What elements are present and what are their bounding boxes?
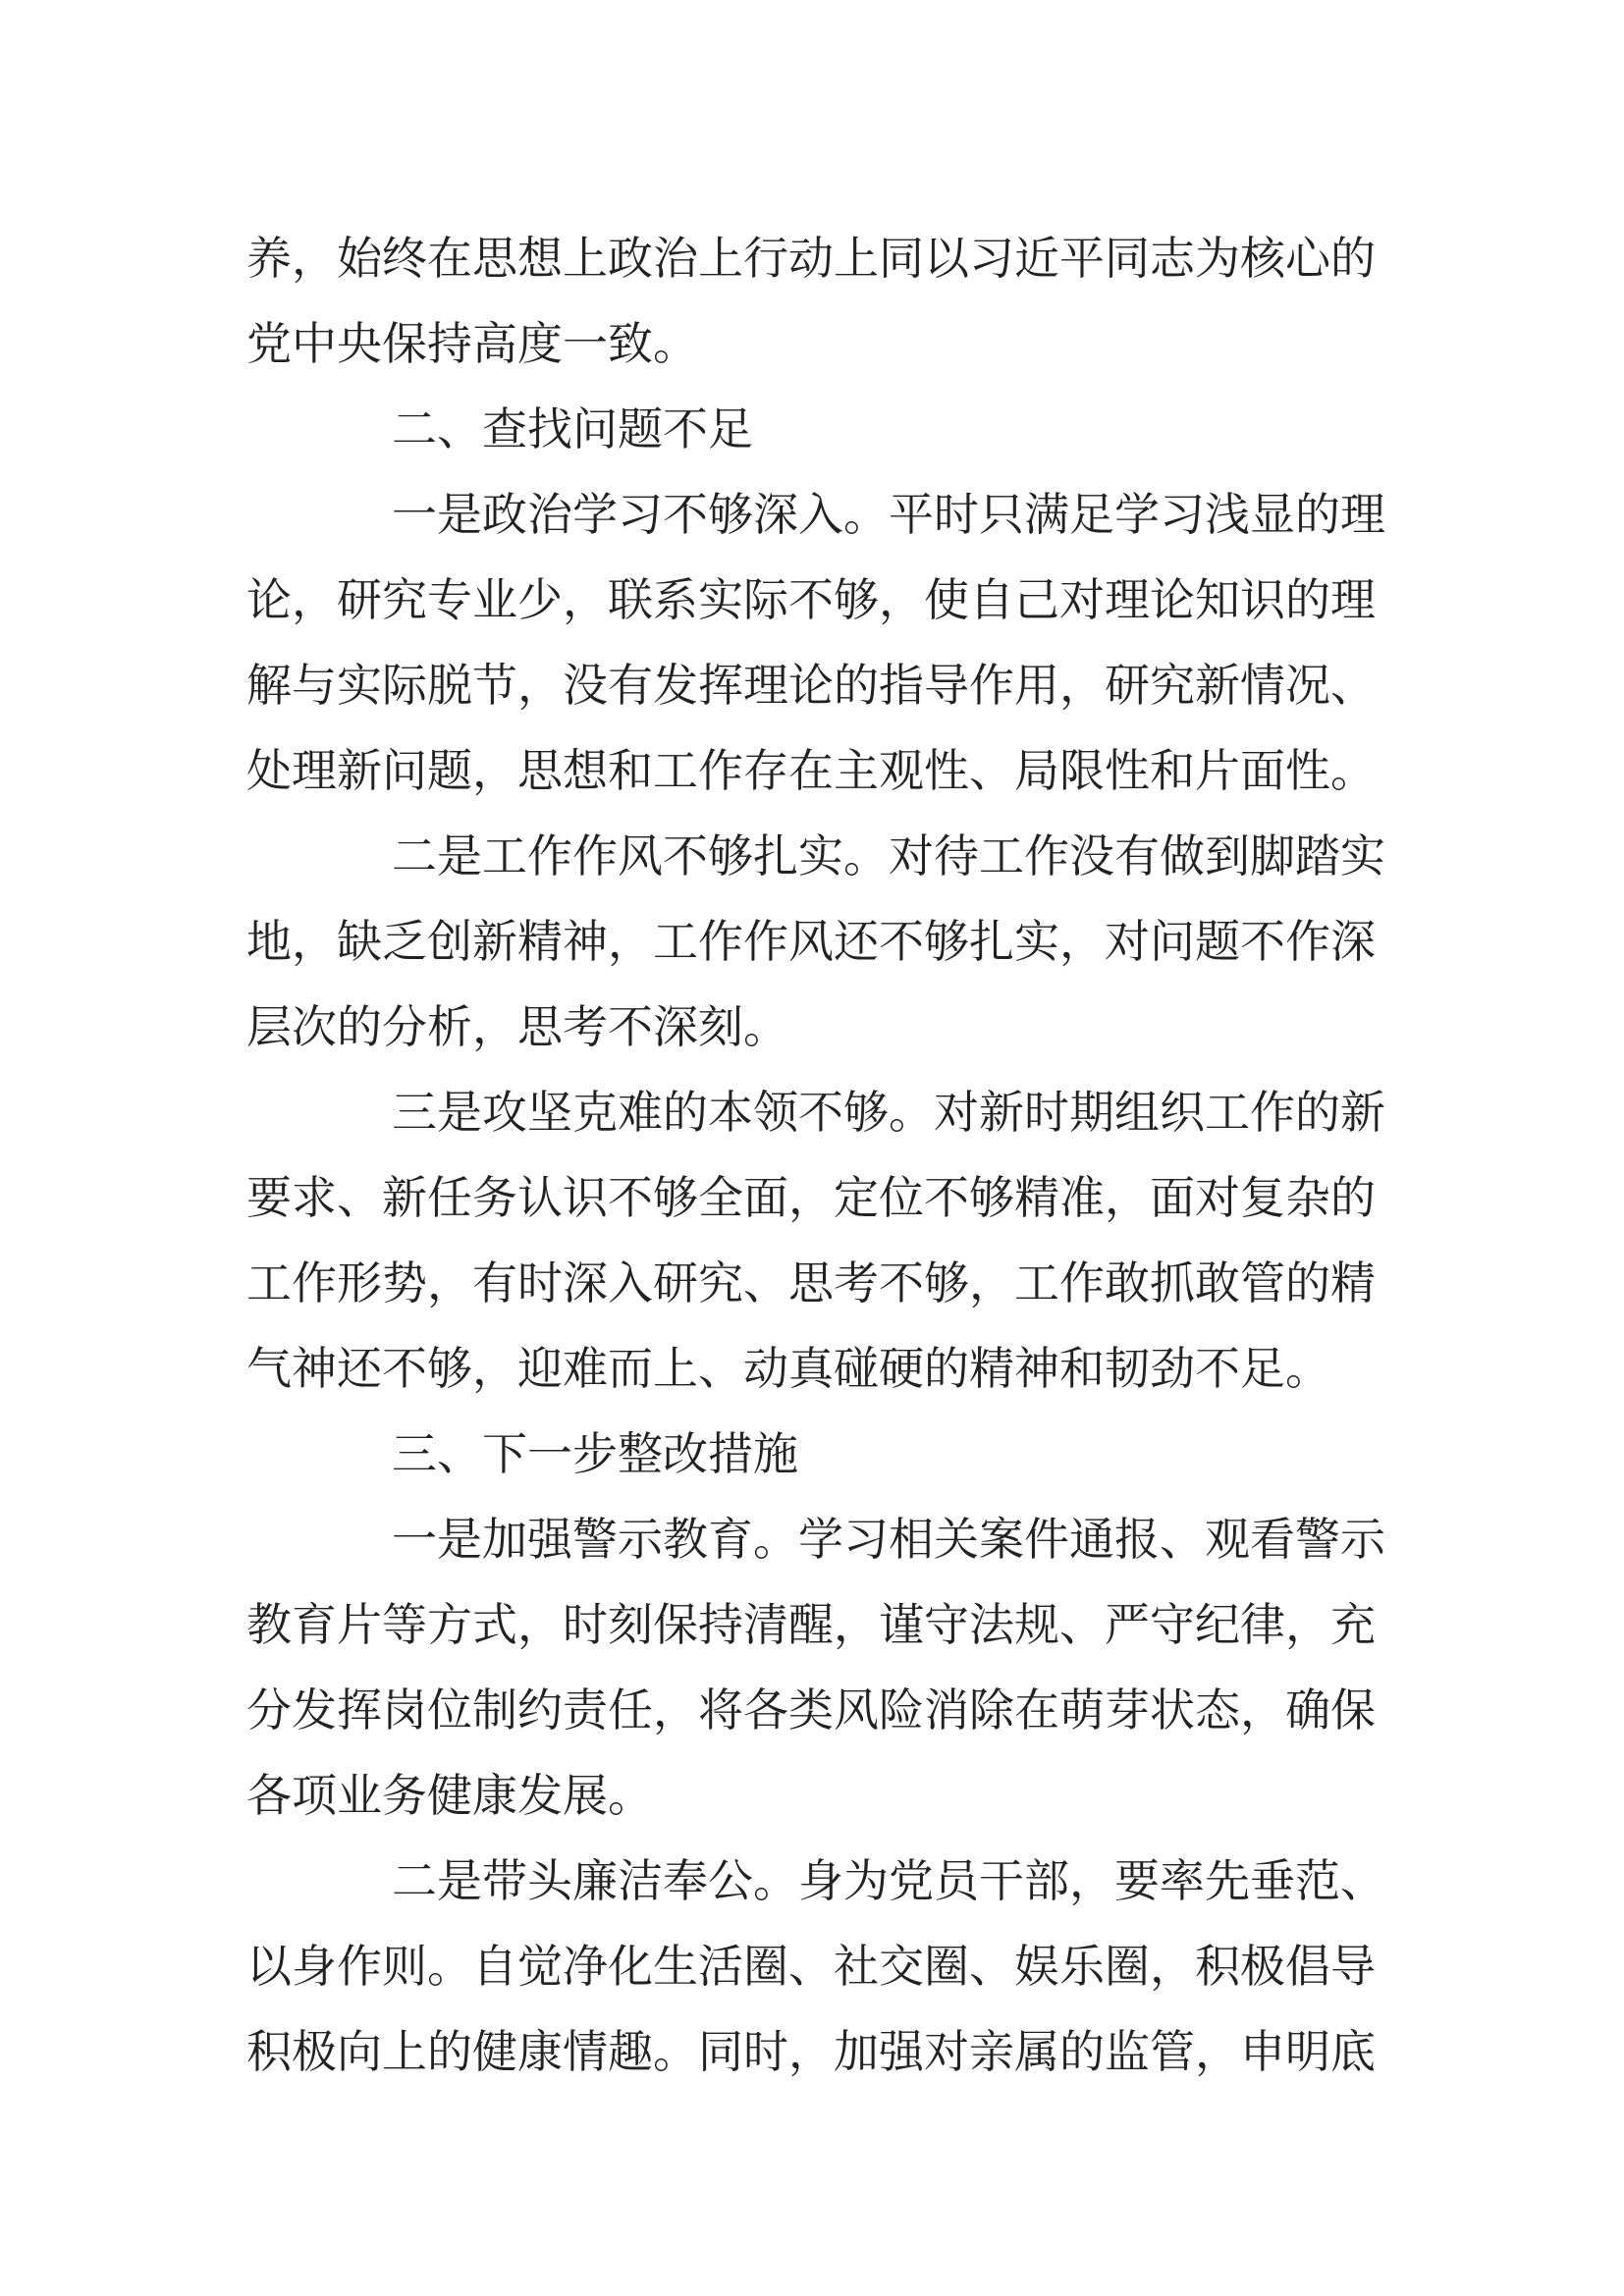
paragraph-line: 一是政治学习不够深入。平时只满足学习浅显的理 [392, 488, 1385, 541]
heading-line: 三、下一步整改措施 [392, 1427, 798, 1480]
paragraph-line: 分发挥岗位制约责任，将各类风险消除在萌芽状态，确保 [246, 1683, 1376, 1736]
paragraph-political-study [246, 472, 1385, 814]
document-body [246, 216, 1385, 2095]
paragraph-integrity [246, 1839, 1385, 2095]
paragraph-line: 养，始终在思想上政治上行动上同以习近平同志为核心的 [246, 232, 1376, 285]
paragraph-line: 三是攻坚克难的本领不够。对新时期组织工作的新 [392, 1086, 1385, 1139]
section-heading-measures [246, 1412, 1366, 1497]
paragraph-line: 教育片等方式，时刻保持清醒，谨守法规、严守纪律，充 [246, 1598, 1376, 1651]
paragraph-line: 二是工作作风不够扎实。对待工作没有做到脚踏实 [392, 829, 1385, 882]
paragraph-line: 处理新问题，思想和工作存在主观性、局限性和片面性。 [246, 744, 1376, 797]
paragraph-line: 以身作则。自觉净化生活圈、社交圈、娱乐圈，积极倡导 [246, 1940, 1376, 1993]
paragraph-line: 地，缺乏创新精神，工作作风还不够扎实，对问题不作深 [246, 915, 1376, 968]
paragraph-ability [246, 1070, 1385, 1412]
paragraph-line: 党中央保持高度一致。 [246, 317, 698, 370]
paragraph-line: 工作形势，有时深入研究、思考不够，工作敢抓敢管的精 [246, 1256, 1376, 1309]
paragraph-line: 积极向上的健康情趣。同时，加强对亲属的监管，申明底 [246, 2025, 1376, 2078]
paragraph-line: 层次的分析，思考不深刻。 [246, 1000, 788, 1053]
paragraph-line: 解与实际脱节，没有发挥理论的指导作用，研究新情况、 [246, 659, 1376, 712]
paragraph-warning-education [246, 1497, 1385, 1839]
paragraph-line: 要求、新任务认识不够全面，定位不够精准，面对复杂的 [246, 1171, 1376, 1224]
section-heading-problems [246, 387, 1366, 472]
paragraph-line: 一是加强警示教育。学习相关案件通报、观看警示 [392, 1513, 1385, 1566]
heading-line: 二、查找问题不足 [392, 402, 753, 455]
paragraph-line: 二是带头廉洁奉公。身为党员干部，要率先垂范、 [392, 1854, 1385, 1907]
paragraph-line: 论，研究专业少，联系实际不够，使自己对理论知识的理 [246, 573, 1376, 626]
paragraph-1 [246, 216, 1376, 387]
paragraph-line: 各项业务健康发展。 [246, 1769, 653, 1822]
paragraph-line: 气神还不够，迎难而上、动真碰硬的精神和韧劲不足。 [246, 1342, 1330, 1395]
paragraph-work-style [246, 814, 1385, 1070]
